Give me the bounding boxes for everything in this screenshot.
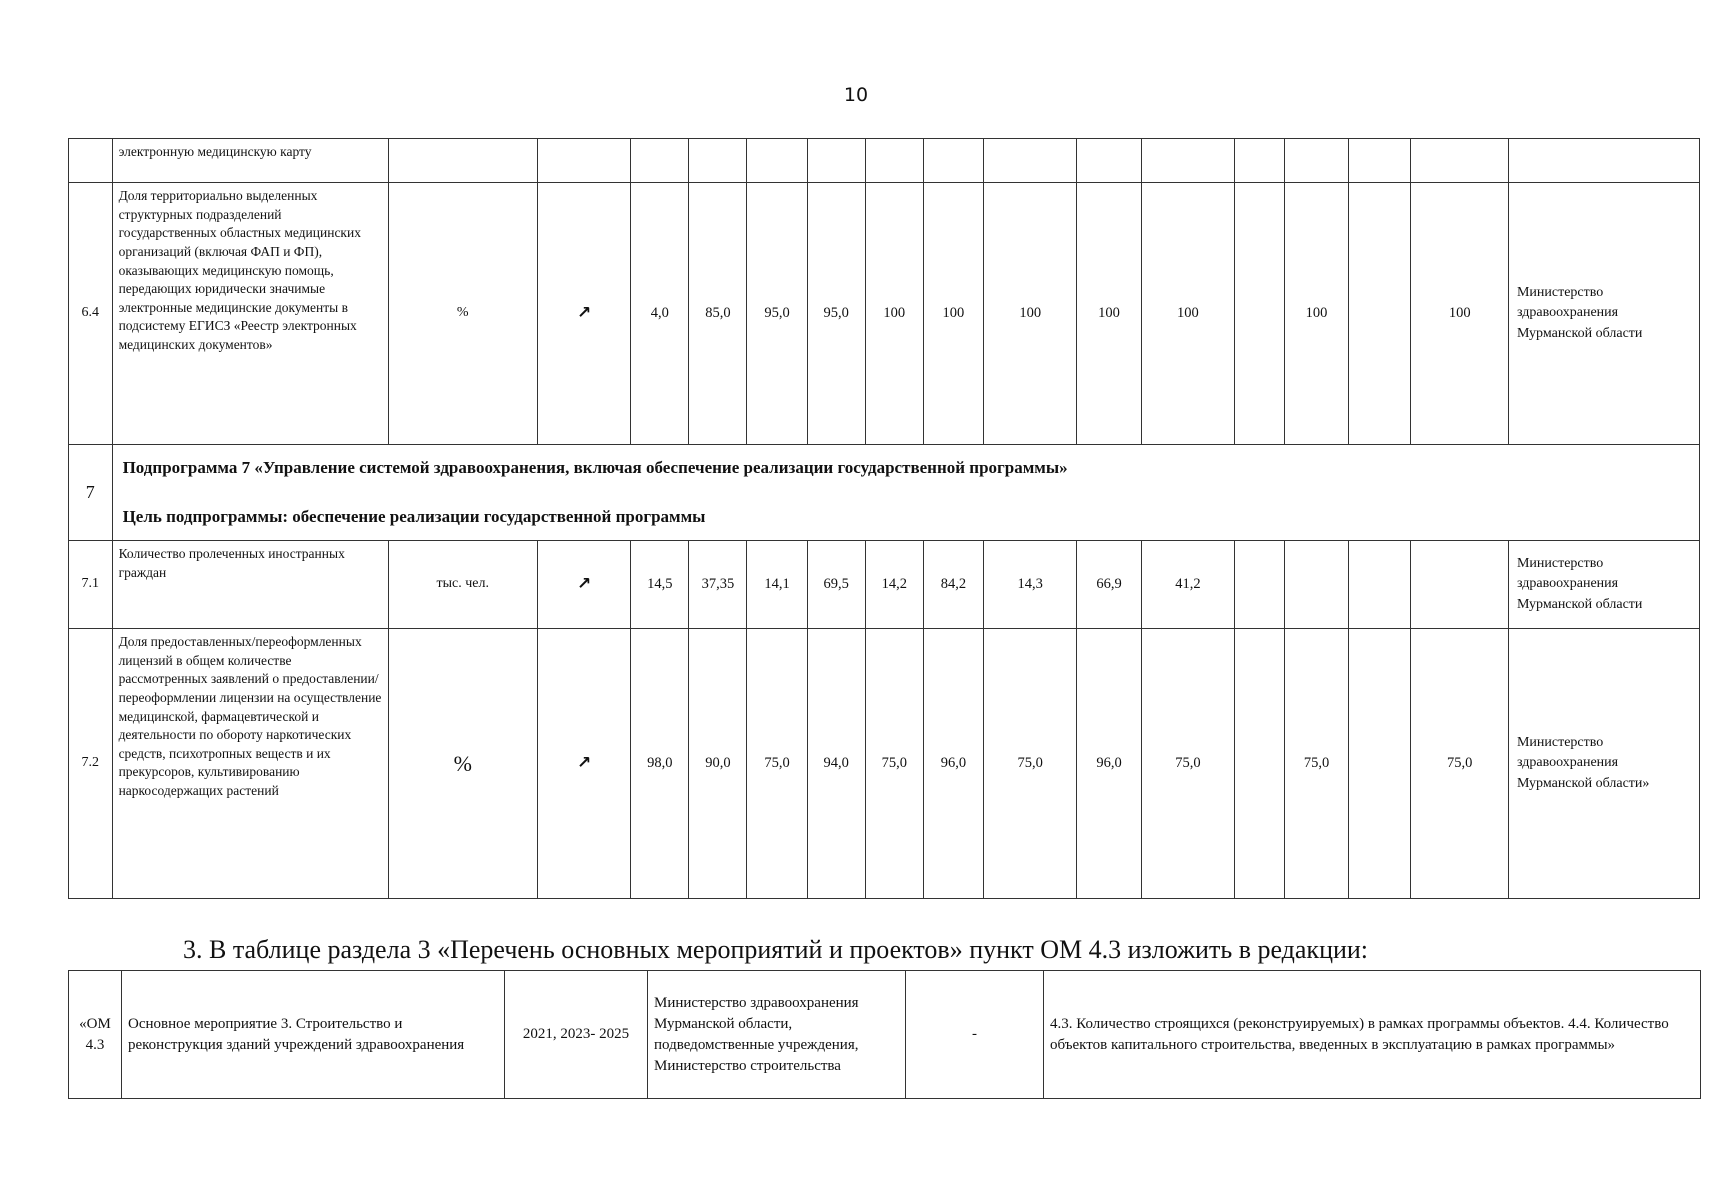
value-cell: 37,35	[689, 541, 747, 629]
value-cell	[807, 139, 865, 183]
value-cell: 75,0	[1284, 629, 1348, 899]
indicator-row	[69, 183, 1700, 445]
value-cell: 96,0	[923, 629, 983, 899]
value-cell: 14,1	[747, 541, 807, 629]
subprogram-title: Подпрограмма 7 «Управление системой здравоохранения, включая обеспечение реализации государственной программы»	[122, 457, 1068, 477]
value-cell: 75,0	[865, 629, 923, 899]
value-cell: 95,0	[747, 183, 807, 445]
value-cell: 75,0	[1411, 629, 1509, 899]
value-cell	[1349, 183, 1411, 445]
unit: тыс. чел.	[388, 541, 537, 629]
measure-indicators: 4.3. Количество строящихся (реконструируемых) в рамках программы объектов. 4.4. Количество объектов капитального строительства, введенных в эксплуатацию в рамках программы»	[1044, 971, 1701, 1099]
value-cell: 75,0	[1141, 629, 1234, 899]
value-cell	[1284, 139, 1348, 183]
value-cell	[1349, 629, 1411, 899]
value-cell: 100	[984, 183, 1077, 445]
value-cell: 90,0	[689, 629, 747, 899]
value-cell	[1235, 139, 1285, 183]
value-cell: 14,3	[984, 541, 1077, 629]
measure-years: 2021, 2023- 2025	[505, 971, 648, 1099]
value-cell	[1411, 139, 1509, 183]
value-cell	[1077, 139, 1141, 183]
value-cell	[865, 139, 923, 183]
value-cell	[984, 139, 1077, 183]
section-3-heading: 3. В таблице раздела 3 «Перечень основных мероприятий и проектов» пункт ОМ 4.3 изложить в редакции:	[183, 935, 1369, 964]
row-number: 6.4	[69, 183, 113, 445]
indicator-row	[69, 139, 1700, 183]
subprogram-cell	[112, 445, 1699, 541]
row-number: 7.2	[69, 629, 113, 899]
value-cell	[631, 139, 689, 183]
indicator-row	[69, 629, 1700, 899]
row-number	[69, 139, 113, 183]
value-cell	[1349, 139, 1411, 183]
measure-dash: -	[906, 971, 1044, 1099]
value-cell: 14,2	[865, 541, 923, 629]
responsible-executor	[1508, 139, 1699, 183]
value-cell: 75,0	[984, 629, 1077, 899]
value-cell: 41,2	[1141, 541, 1234, 629]
value-cell	[689, 139, 747, 183]
value-cell: 96,0	[1077, 629, 1141, 899]
value-cell: 75,0	[747, 629, 807, 899]
value-cell: 98,0	[631, 629, 689, 899]
subprogram-number: 7	[69, 445, 113, 541]
row-number: 7.1	[69, 541, 113, 629]
value-cell	[1411, 541, 1509, 629]
unit: %	[388, 183, 537, 445]
responsible-executor: Министерство здравоохранения Мурманской области	[1508, 541, 1699, 629]
indicator-name: Количество пролеченных иностранных граждан	[112, 541, 388, 629]
value-cell	[1235, 541, 1285, 629]
trend-arrow-icon: ↗	[537, 183, 630, 445]
measure-number: «ОМ 4.3	[69, 971, 122, 1099]
value-cell: 84,2	[923, 541, 983, 629]
measures-table	[68, 970, 1701, 1099]
value-cell: 100	[1077, 183, 1141, 445]
indicators-table	[68, 138, 1700, 899]
value-cell: 14,5	[631, 541, 689, 629]
value-cell	[1349, 541, 1411, 629]
value-cell: 94,0	[807, 629, 865, 899]
value-cell: 100	[1284, 183, 1348, 445]
indicator-name: электронную медицинскую карту	[112, 139, 388, 183]
value-cell: 66,9	[1077, 541, 1141, 629]
indicator-name: Доля территориально выделенных структурных подразделений государственных областных медицинских организаций (включая ФАП и ФП), оказывающих медицинскую помощь, передающих юридически значимые электронные медицинские документы в подсистему ЕГИСЗ «Реестр электронных медицинских документов»	[112, 183, 388, 445]
responsible-executor: Министерство здравоохранения Мурманской области	[1508, 183, 1699, 445]
value-cell	[1284, 541, 1348, 629]
trend-arrow-icon	[537, 139, 630, 183]
value-cell: 69,5	[807, 541, 865, 629]
measure-name: Основное мероприятие 3. Строительство и реконструкция зданий учреждений здравоохранения	[122, 971, 505, 1099]
value-cell: 100	[1141, 183, 1234, 445]
indicator-name: Доля предоставленных/переоформленных лицензий в общем количестве рассмотренных заявлений о предоставлении/переоформлении лицензии на осуществление медицинской, фармацевтической и деятельности по обороту наркотических средств, психотропных веществ и их прекурсоров, культивированию наркосодержащих растений	[112, 629, 388, 899]
value-cell: 100	[923, 183, 983, 445]
unit: %	[388, 629, 537, 899]
value-cell	[747, 139, 807, 183]
value-cell	[1141, 139, 1234, 183]
subprogram-row	[69, 445, 1700, 541]
value-cell	[1235, 183, 1285, 445]
value-cell	[1235, 629, 1285, 899]
responsible-executor: Министерство здравоохранения Мурманской области»	[1508, 629, 1699, 899]
indicator-row	[69, 541, 1700, 629]
trend-arrow-icon: ↗	[537, 629, 630, 899]
measure-executors: Министерство здравоохранения Мурманской области, подведомственные учреждения, Министерство строительства	[648, 971, 906, 1099]
unit	[388, 139, 537, 183]
value-cell: 4,0	[631, 183, 689, 445]
value-cell: 100	[865, 183, 923, 445]
page-number: 10	[843, 84, 869, 106]
subprogram-goal: Цель подпрограммы: обеспечение реализации государственной программы	[122, 506, 706, 526]
value-cell: 85,0	[689, 183, 747, 445]
value-cell: 95,0	[807, 183, 865, 445]
value-cell	[923, 139, 983, 183]
trend-arrow-icon: ↗	[537, 541, 630, 629]
measure-row-om-4-3	[69, 971, 1701, 1099]
value-cell: 100	[1411, 183, 1509, 445]
